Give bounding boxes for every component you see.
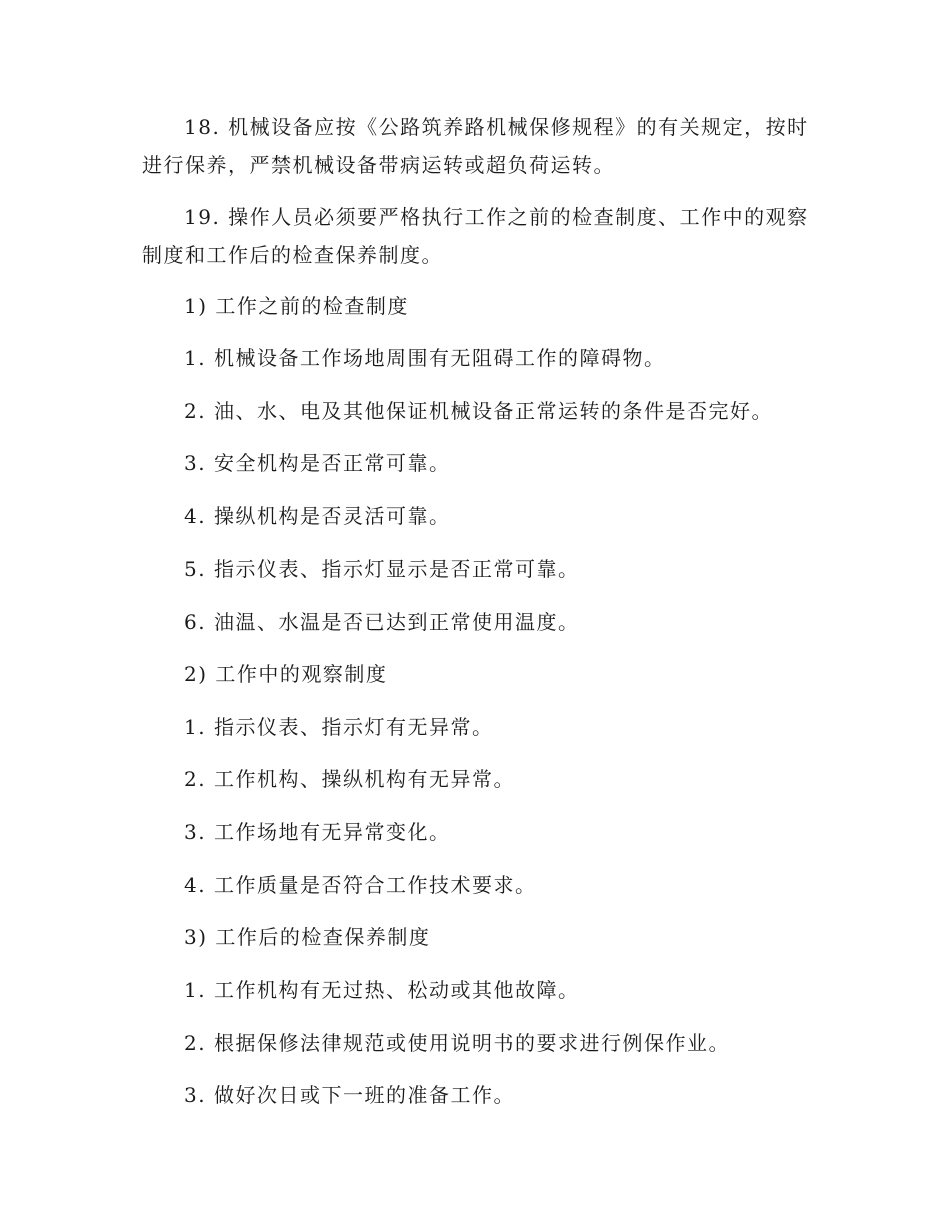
section-heading-before-work: 1) 工作之前的检查制度 [184,294,409,318]
section-heading-after-work: 3) 工作后的检查保养制度 [184,925,431,949]
list-item: 2. 工作机构、操纵机构有无异常。 [184,767,515,791]
list-item: 5. 指示仪表、指示灯显示是否正常可靠。 [184,557,580,581]
list-item: 1. 指示仪表、指示灯有无异常。 [184,715,494,739]
list-item: 2. 油、水、电及其他保证机械设备正常运转的条件是否完好。 [184,399,773,423]
list-item: 2. 根据保修法律规范或使用说明书的要求进行例保作业。 [184,1031,730,1055]
list-item: 3. 安全机构是否正常可靠。 [184,451,451,475]
list-item: 1. 工作机构有无过热、松动或其他故障。 [184,978,580,1002]
list-item: 4. 工作质量是否符合工作技术要求。 [184,873,537,897]
paragraph-19: 19. 操作人员必须要严格执行工作之前的检查制度、工作中的观察制度和工作后的检查保养制度。 [142,205,809,267]
list-item: 6. 油温、水温是否已达到正常使用温度。 [184,610,580,634]
list-item: 3. 工作场地有无异常变化。 [184,820,451,844]
section-heading-during-work: 2) 工作中的观察制度 [184,662,388,686]
list-item: 3. 做好次日或下一班的准备工作。 [184,1083,515,1107]
paragraph-18: 18. 机械设备应按《公路筑养路机械保修规程》的有关规定，按时进行保养，严禁机械设备带病运转或超负荷运转。 [142,115,809,177]
list-item: 1. 机械设备工作场地周围有无阻碍工作的障碍物。 [184,346,666,370]
list-item: 4. 操纵机构是否灵活可靠。 [184,504,451,528]
